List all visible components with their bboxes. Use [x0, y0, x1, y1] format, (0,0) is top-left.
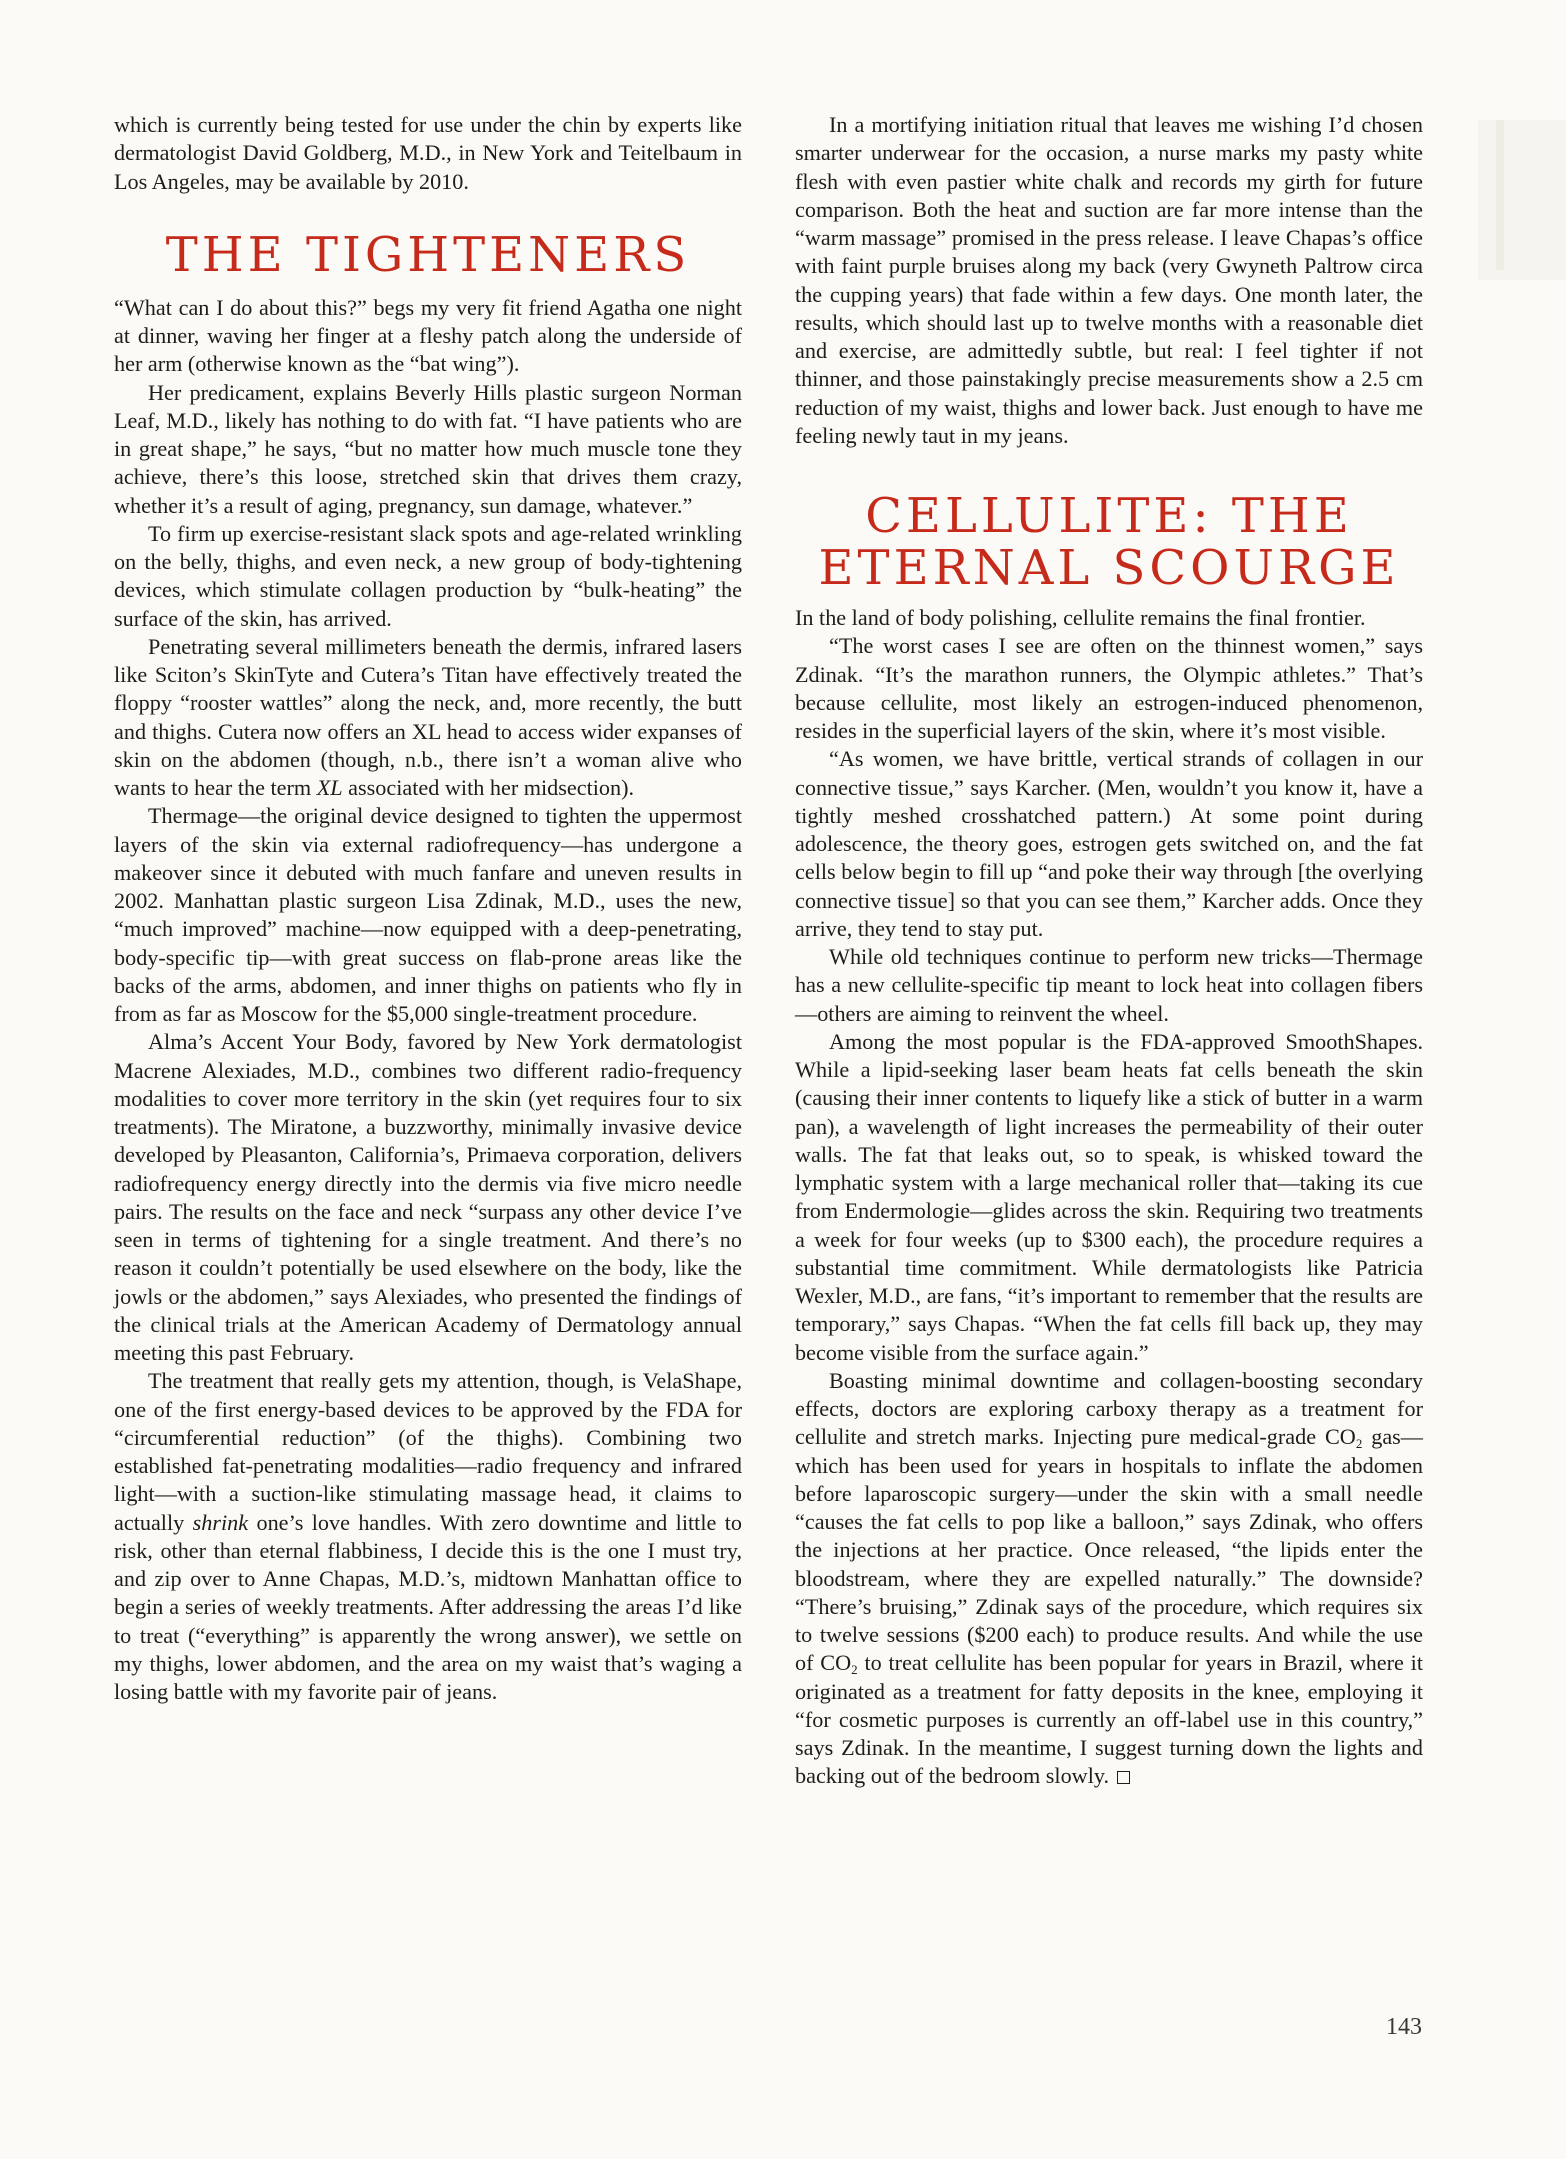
- paragraph: In the land of body polishing, cellulite remains the final frontier.: [795, 605, 1366, 630]
- italic-term: shrink: [192, 1509, 249, 1535]
- text-run: one’s love handles. With zero downtime and little to risk, other than eternal flabbiness, I decide this is the one I must try, and zip over to Anne Chapas, M.D.’s, midtown Manhattan office to begin a series of weekly treatments. After addressing the areas I’d like to treat (“everything” is apparently the wrong answer), we settle on my thighs, lower abdomen, and the area on my waist that’s waging a losing battle with my favorite pair of jeans.: [114, 1509, 742, 1704]
- page-edge-bleed: [1478, 120, 1566, 280]
- paragraph: Among the most popular is the FDA-approved SmoothShapes. While a lipid-seeking laser beam heats fat cells beneath the skin (causing their inner contents to liquefy like a stick of butter in a warm pan), a wavelength of light increases the permeability of their outer walls. The fat that leaks out, so to speak, is whisked toward the lymphatic system with a large mechanical roller that—taking its cue from Endermologie—glides across the skin. Requiring two treatments a week for four weeks (up to $300 each), the procedure requires a substantial time commitment. While dermatologists like Patricia Wexler, M.D., are fans, “it’s important to remember that the results are temporary,” says Chapas. “When the fat cells fill back up, they may become visible from the surface again.”: [795, 1028, 1423, 1365]
- page-edge-rule: [1496, 120, 1504, 270]
- paragraph: “As women, we have brittle, vertical strands of collagen in our connective tissue,” says Karcher. (Men, wouldn’t you know it, have a tightly meshed crosshatched pattern.) At some point during adolescence, the theory goes, estrogen gets switched on, and the fat cells below begin to fill up “and poke their way through [the overlying connective tissue] so that you can see them,” Karcher adds. Once they arrive, they tend to stay put.: [795, 746, 1423, 941]
- paragraph: Her predicament, explains Beverly Hills plastic surgeon Norman Leaf, M.D., likely has nothing to do with fat. “I have patients who are in great shape,” he says, “but no matter how much muscle tone they achieve, there’s this loose, stretched skin that drives them crazy, whether it’s a result of aging, pregnancy, sun damage, whatever.”: [114, 379, 742, 518]
- paragraph: which is currently being tested for use under the chin by experts like dermatologist David Goldberg, M.D., in New York and Teitelbaum in Los Angeles, may be available by 2010.: [114, 112, 742, 194]
- paragraph: [114, 1367, 742, 1706]
- text-run: to treat cellulite has been popular for years in Brazil, where it originated as a treatment for fatty deposits in the knee, employing it “for cosmetic purposes is currently an off-label use in this country,” says Zdinak. In the meantime, I suggest turning down the lights and backing out of the bedroom slowly.: [795, 1650, 1423, 1789]
- text-run: associated with her midsection).: [342, 775, 635, 800]
- section-heading-cellulite: [795, 490, 1423, 594]
- text-run: gas—which has been used for years in hospitals to inflate the abdomen before laparoscopic surgery—under the skin with a small needle “causes the fat cells to pop like a balloon,” says Zdinak, who offers the injections at her practice. Once released, “the lipids enter the bloodstream, where they are expelled naturally.” The downside? “There’s bruising,” Zdinak says of the procedure, which requires six to twelve sessions ($200 each) to produce results. And while the use of CO: [795, 1424, 1423, 1676]
- text-run: The treatment that really gets my attention, though, is VelaShape, one of the first energy-based devices to be approved by the FDA for “circumferential reduction” (of the thighs). Combining two established fat-penetrating modalities—radio frequency and infrared light—with a suction-like stimulating massage head, it claims to actually: [114, 1368, 742, 1535]
- page-number: 143: [1386, 2014, 1422, 2040]
- subscript: 2: [1355, 1436, 1363, 1452]
- paragraph: Alma’s Accent Your Body, favored by New York dermatologist Macrene Alexiades, M.D., combines two different radio-frequency modalities to cover more territory in the skin (yet requires four to six treatments). The Miratone, a buzzworthy, minimally invasive device developed by Pleasanton, California’s, Primaeva corporation, delivers radiofrequency energy directly into the dermis via five micro needle pairs. The results on the face and neck “surpass any other device I’ve seen in terms of tightening for a single treatment. And there’s no reason it couldn’t potentially be used elsewhere on the body, like the jowls or the abdomen,” says Alexiades, who presented the findings of the clinical trials at the American Academy of Dermatology annual meeting this past February.: [114, 1029, 742, 1365]
- end-mark-icon: [1117, 1771, 1130, 1784]
- paragraph: “The worst cases I see are often on the thinnest women,” says Zdinak. “It’s the marathon runners, the Olympic athletes.” That’s because cellulite, most likely an estrogen-induced phenomenon, resides in the superficial layers of the skin, where it’s most visible.: [795, 633, 1423, 743]
- paragraph: While old techniques continue to perform new tricks—Thermage has a new cellulite-specific tip meant to lock heat into collagen fibers—others are aiming to reinvent the wheel.: [795, 944, 1423, 1026]
- paragraph: “What can I do about this?” begs my very fit friend Agatha one night at dinner, waving her finger at a fleshy patch along the underside of her arm (otherwise known as the “bat wing”).: [114, 294, 742, 377]
- paragraph: To firm up exercise-resistant slack spots and age-related wrinkling on the belly, thighs, and even neck, a new group of body-tightening devices, which stimulate collagen production by “bulk-heating” the surface of the skin, has arrived.: [114, 520, 742, 631]
- paragraph: In a mortifying initiation ritual that leaves me wishing I’d chosen smarter underwear for the occasion, a nurse marks my pasty white flesh with even pastier white chalk and records my girth for future comparison. Both the heat and suction are far more intense than the “warm massage” promised in the press release. I leave Chapas’s office with faint purple bruises along my back (very Gwyneth Paltrow circa the cupping years) that fade within a few days. One month later, the results, which should last up to twelve months with a reasonable diet and exercise, are admittedly subtle, but real: I feel tighter if not thinner, and those painstakingly precise measurements show a 2.5 cm reduction of my waist, thighs and lower back. Just enough to have me feeling newly taut in my jeans.: [795, 112, 1423, 448]
- italic-term: XL: [316, 775, 343, 800]
- paragraph: [795, 1367, 1423, 1791]
- paragraph: [114, 633, 742, 803]
- text-run: Penetrating several millimeters beneath the dermis, infrared lasers like Sciton’s SkinTyte and Cutera’s Titan have effectively treated the floppy “rooster wattles” along the neck, and, more recently, the butt and thighs. Cutera now offers an XL head to access wider expanses of skin on the abdomen (though, n.b., there isn’t a woman alive who wants to hear the term: [114, 633, 742, 800]
- section-heading-tighteners: THE TIGHTENERS: [165, 226, 691, 283]
- heading-line: CELLULITE: THE: [865, 488, 1353, 544]
- subscript: 2: [851, 1662, 858, 1678]
- heading-line: ETERNAL SCOURGE: [818, 540, 1400, 596]
- paragraph: Thermage—the original device designed to tighten the uppermost layers of the skin via external radiofrequency—has undergone a makeover since it debuted with much fanfare and uneven results in 2002. Manhattan plastic surgeon Lisa Zdinak, M.D., uses the new, “much improved” machine—now equipped with a deep-penetrating, body-specific tip—with great success on flab-prone areas like the backs of the arms, abdomen, and inner thighs on patients who fly in from as far as Moscow for the $5,000 single-treatment procedure.: [114, 803, 742, 1026]
- text-run: Boasting minimal downtime and collagen-boosting secondary effects, doctors are exploring carboxy therapy as a treatment for cellulite and stretch marks. Injecting pure medical-grade CO: [795, 1367, 1423, 1450]
- left-column: [114, 111, 742, 1706]
- right-column: [795, 111, 1423, 1791]
